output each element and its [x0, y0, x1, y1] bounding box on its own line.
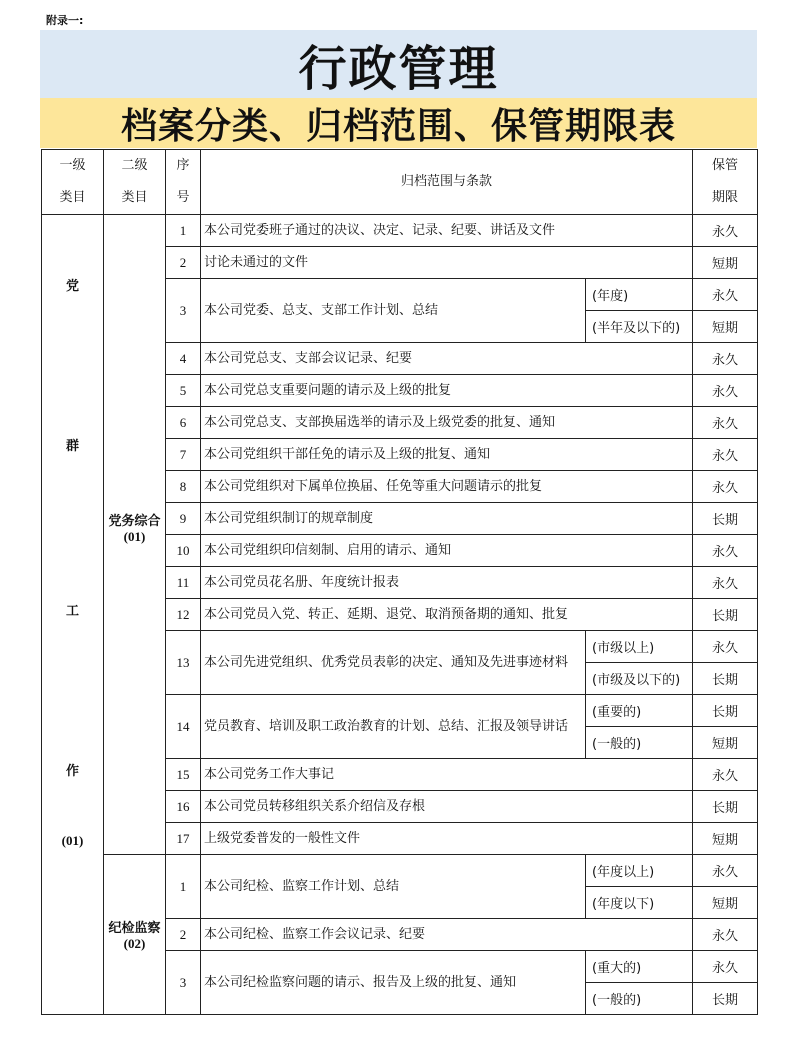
- row-description: 本公司纪检、监察工作计划、总结: [201, 855, 586, 919]
- retention-term: 长期: [693, 791, 758, 823]
- row-description: 党员教育、培训及职工政治教育的计划、总结、汇报及领导讲话: [201, 695, 586, 759]
- row-seq: 7: [166, 439, 201, 471]
- row-seq: 3: [166, 279, 201, 343]
- row-condition: (重要的): [586, 695, 693, 727]
- row-condition: (市级及以下的): [586, 663, 693, 695]
- retention-term: 永久: [693, 919, 758, 951]
- retention-term: 永久: [693, 631, 758, 663]
- retention-term: 长期: [693, 599, 758, 631]
- row-seq: 2: [166, 247, 201, 279]
- row-seq: 4: [166, 343, 201, 375]
- row-seq: 10: [166, 535, 201, 567]
- row-description: 本公司党委、总支、支部工作计划、总结: [201, 279, 586, 343]
- row-description: 上级党委普发的一般性文件: [201, 823, 693, 855]
- row-seq: 12: [166, 599, 201, 631]
- row-condition: (一般的): [586, 727, 693, 759]
- header-seq: 序 号: [166, 150, 201, 215]
- level1-category-char: 党: [65, 279, 79, 294]
- row-description: 本公司党总支、支部换届选举的请示及上级党委的批复、通知: [201, 407, 693, 439]
- retention-term: 长期: [693, 503, 758, 535]
- level2-category-code: (01): [123, 529, 146, 544]
- row-seq: 3: [166, 951, 201, 1015]
- table-header-row: [42, 150, 758, 215]
- retention-term: 短期: [693, 311, 758, 343]
- row-condition: (年度以下): [586, 887, 693, 919]
- row-description: 本公司党组织对下属单位换届、任免等重大问题请示的批复: [201, 471, 693, 503]
- level1-category-char: 工: [65, 604, 79, 619]
- retention-term: 永久: [693, 855, 758, 887]
- row-description: 本公司党员转移组织关系介绍信及存根: [201, 791, 693, 823]
- row-seq: 9: [166, 503, 201, 535]
- archive-classification-table: [41, 149, 758, 1015]
- row-description: 本公司党组织干部任免的请示及上级的批复、通知: [201, 439, 693, 471]
- row-seq: 16: [166, 791, 201, 823]
- header-level2: 二级 类目: [104, 150, 166, 215]
- row-seq: 1: [166, 215, 201, 247]
- appendix-label: 附录一:: [46, 14, 84, 27]
- row-description: 讨论未通过的文件: [201, 247, 693, 279]
- row-description: 本公司纪检、监察工作会议记录、纪要: [201, 919, 693, 951]
- table-row: [42, 215, 758, 247]
- row-seq: 11: [166, 567, 201, 599]
- level1-category: [42, 215, 104, 1015]
- row-condition: (一般的): [586, 983, 693, 1015]
- level2-category-code: (02): [123, 936, 146, 951]
- row-description: 本公司党组织制订的规章制度: [201, 503, 693, 535]
- row-description: 本公司党委班子通过的决议、决定、记录、纪要、讲话及文件: [201, 215, 693, 247]
- retention-term: 长期: [693, 983, 758, 1015]
- retention-term: 永久: [693, 279, 758, 311]
- row-seq: 14: [166, 695, 201, 759]
- retention-term: 永久: [693, 951, 758, 983]
- retention-term: 永久: [693, 215, 758, 247]
- row-seq: 15: [166, 759, 201, 791]
- retention-term: 永久: [693, 759, 758, 791]
- row-description: 本公司党总支、支部会议记录、纪要: [201, 343, 693, 375]
- retention-term: 短期: [693, 247, 758, 279]
- level2-category-name: 党务综合: [108, 514, 161, 529]
- row-description: 本公司党员花名册、年度统计报表: [201, 567, 693, 599]
- retention-term: 永久: [693, 471, 758, 503]
- row-description: 本公司纪检监察问题的请示、报告及上级的批复、通知: [201, 951, 586, 1015]
- row-condition: (重大的): [586, 951, 693, 983]
- row-description: 本公司党务工作大事记: [201, 759, 693, 791]
- row-condition: (市级以上): [586, 631, 693, 663]
- row-seq: 1: [166, 855, 201, 919]
- retention-term: 永久: [693, 439, 758, 471]
- row-description: 本公司先进党组织、优秀党员表彰的决定、通知及先进事迹材料: [201, 631, 586, 695]
- row-condition: (年度以上): [586, 855, 693, 887]
- row-description: 本公司党总支重要问题的请示及上级的批复: [201, 375, 693, 407]
- row-seq: 5: [166, 375, 201, 407]
- page-subtitle: 档案分类、归档范围、保管期限表: [40, 98, 757, 148]
- retention-term: 短期: [693, 887, 758, 919]
- row-condition: (年度): [586, 279, 693, 311]
- retention-term: 永久: [693, 375, 758, 407]
- retention-term: 长期: [693, 695, 758, 727]
- level2-category: [104, 855, 166, 1015]
- level1-category-char: 作: [65, 764, 79, 779]
- table-row: [42, 855, 758, 887]
- retention-term: 长期: [693, 663, 758, 695]
- level2-category-name: 纪检监察: [108, 921, 161, 936]
- page-title: 行政管理: [40, 30, 757, 98]
- level2-category: [104, 215, 166, 855]
- header-level1: 一级 类目: [42, 150, 104, 215]
- row-seq: 13: [166, 631, 201, 695]
- retention-term: 短期: [693, 823, 758, 855]
- row-seq: 2: [166, 919, 201, 951]
- row-description: 本公司党员入党、转正、延期、退党、取消预备期的通知、批复: [201, 599, 693, 631]
- header-term: 保管 期限: [693, 150, 758, 215]
- retention-term: 短期: [693, 727, 758, 759]
- retention-term: 永久: [693, 567, 758, 599]
- header-scope: 归档范围与条款: [201, 150, 693, 215]
- level1-category-code: (01): [61, 833, 84, 848]
- row-seq: 17: [166, 823, 201, 855]
- row-condition: (半年及以下的): [586, 311, 693, 343]
- retention-term: 永久: [693, 343, 758, 375]
- level1-category-char: 群: [65, 439, 79, 454]
- row-seq: 8: [166, 471, 201, 503]
- row-description: 本公司党组织印信刻制、启用的请示、通知: [201, 535, 693, 567]
- retention-term: 永久: [693, 407, 758, 439]
- retention-term: 永久: [693, 535, 758, 567]
- row-seq: 6: [166, 407, 201, 439]
